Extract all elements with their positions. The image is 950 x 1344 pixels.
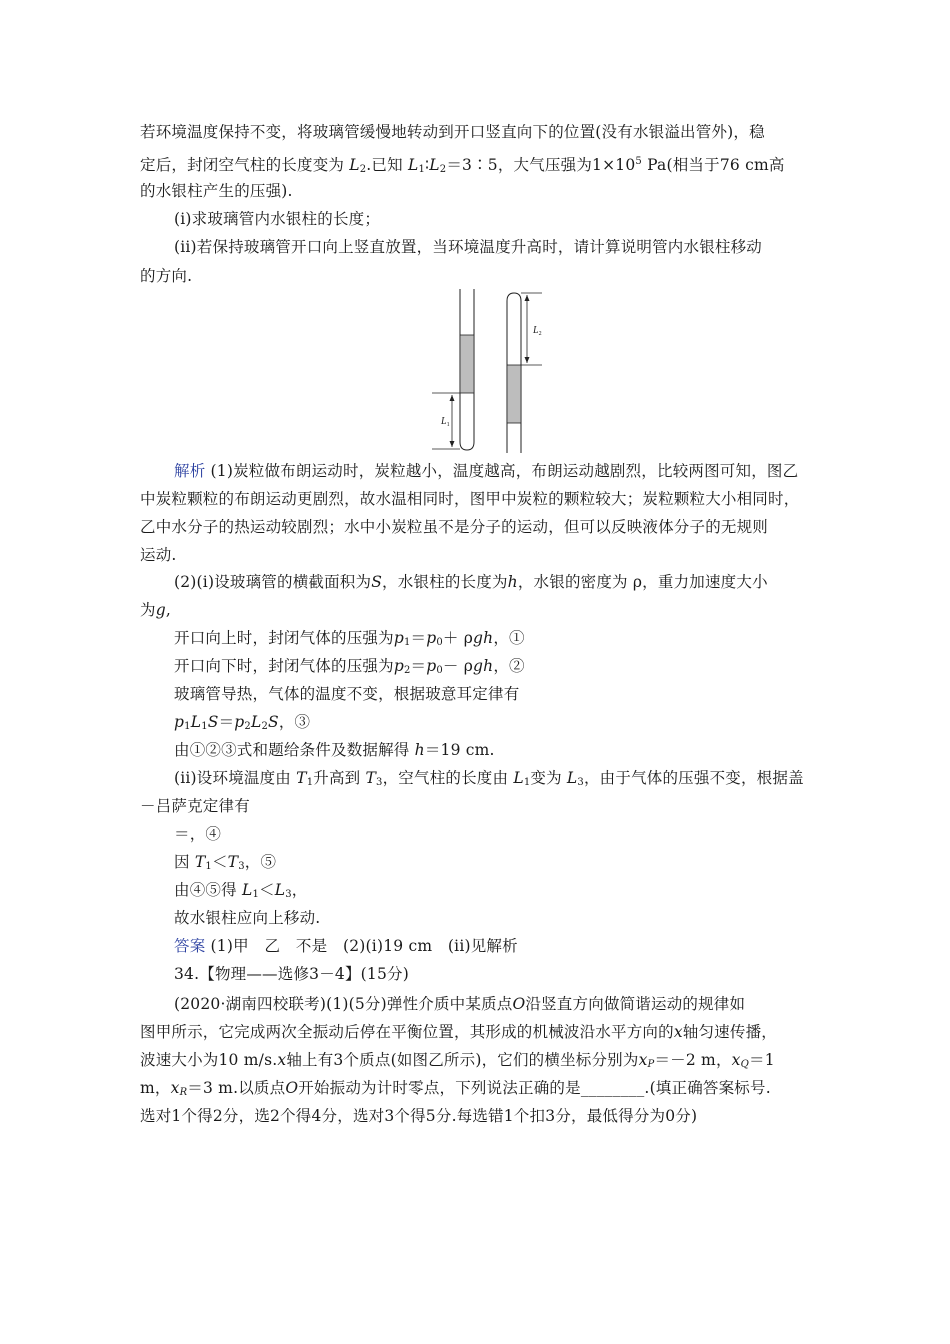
tube-open-up — [432, 289, 474, 450]
equation-1: 开口向上时，封闭气体的压强为$p_1=p_0+ \rho gh$，① — [174, 629, 525, 648]
equation-2: 开口向下时，封闭气体的压强为$p_2=p_0- \rho gh$，② — [174, 657, 525, 676]
label-l1: $L_1$ — [441, 416, 450, 428]
analysis-tag: 解析 — [174, 462, 206, 480]
equation-4: ＝，④ — [174, 825, 222, 843]
analysis-line: 故水银柱应向上移动. — [174, 909, 321, 927]
question-ii: (ii)若保持玻璃管开口向上竖直放置，当环境温度升高时，请计算说明管内水银柱移动 — [174, 238, 763, 256]
question-34-heading: 34.【物理——选修3－4】(15分) — [174, 965, 409, 983]
analysis-line: (ii)设环境温度由 $T_1$升高到 $T_3$，空气柱的长度由 $L_1$变为 $L_3$，由于气体的压强不变，根据盖 — [174, 769, 804, 788]
analysis-line: 中炭粒颗粒的布朗运动更剧烈，故水温相同时，图甲中炭粒的颗粒较大；炭粒颗粒大小相同时， — [140, 490, 800, 508]
question-ii-cont: 的方向. — [140, 267, 193, 285]
mercury-column-right — [507, 365, 521, 423]
problem-line: 的水银柱产生的压强). — [140, 182, 293, 200]
analysis-line: 由①②③式和题给条件及数据解得 h＝19 cm. — [174, 741, 495, 759]
analysis-line: 为g, — [140, 601, 171, 619]
glass-tube-figure — [430, 287, 560, 457]
analysis-line: 由④⑤得 $L_1<L_3$， — [174, 881, 308, 900]
answer-line: 答案 (1)甲 乙 不是 (2)(i)19 cm (ii)见解析 — [174, 937, 518, 955]
tube-open-down — [507, 293, 542, 453]
question-i: (i)求玻璃管内水银柱的长度； — [174, 210, 381, 228]
problem-line: 若环境温度保持不变，将玻璃管缓慢地转动到开口竖直向下的位置(没有水银溢出管外)，稳 — [140, 123, 765, 141]
equation-3: $p_1L_1S=p_2L_2S$，③ — [174, 713, 311, 732]
mercury-column-left — [460, 335, 474, 393]
answer-tag: 答案 — [174, 937, 206, 955]
question-34-line: (2020·湖南四校联考)(1)(5分)弹性介质中某质点O沿竖直方向做简谐运动的规律如 — [174, 995, 746, 1013]
question-34-line: m，$x_R=3$ m.以质点O开始振动为计时零点，下列说法正确的是________.(填正确答案标号. — [140, 1079, 771, 1098]
analysis-line: 解析 (1)炭粒做布朗运动时，炭粒越小，温度越高，布朗运动越剧烈，比较两图可知，图乙 — [174, 462, 799, 480]
question-34-line: 图甲所示，它完成两次全振动后停在平衡位置，其形成的机械波沿水平方向的x轴匀速传播， — [140, 1023, 777, 1041]
analysis-line: (2)(i)设玻璃管的横截面积为S，水银柱的长度为h，水银的密度为 ρ，重力加速度大小 — [174, 573, 768, 591]
analysis-line: 运动. — [140, 546, 177, 564]
analysis-line: －吕萨克定律有 — [140, 797, 250, 815]
equation-5: 因 $T_1<T_3$，⑤ — [174, 853, 277, 872]
analysis-line: 乙中水分子的热运动较剧烈；水中小炭粒虽不是分子的运动，但可以反映液体分子的无规则 — [140, 518, 769, 536]
problem-line: 定后，封闭空气柱的长度变为 $L_2$.已知 $L_1∶L_2=3∶5$，大气压强为$1\times 10^5$ Pa(相当于76 cm高 — [140, 156, 785, 175]
question-34-line: 波速大小为10 m/s.x轴上有3个质点(如图乙所示)，它们的横坐标分别为$x_P=-2$ m，$x_Q=1$ — [140, 1051, 775, 1070]
label-l2: $L_2$ — [533, 325, 542, 337]
question-34-line: 选对1个得2分，选2个得4分，选对3个得5分.每选错1个扣3分，最低得分为0分) — [140, 1107, 698, 1125]
analysis-line: 玻璃管导热，气体的温度不变，根据玻意耳定律有 — [174, 685, 520, 703]
